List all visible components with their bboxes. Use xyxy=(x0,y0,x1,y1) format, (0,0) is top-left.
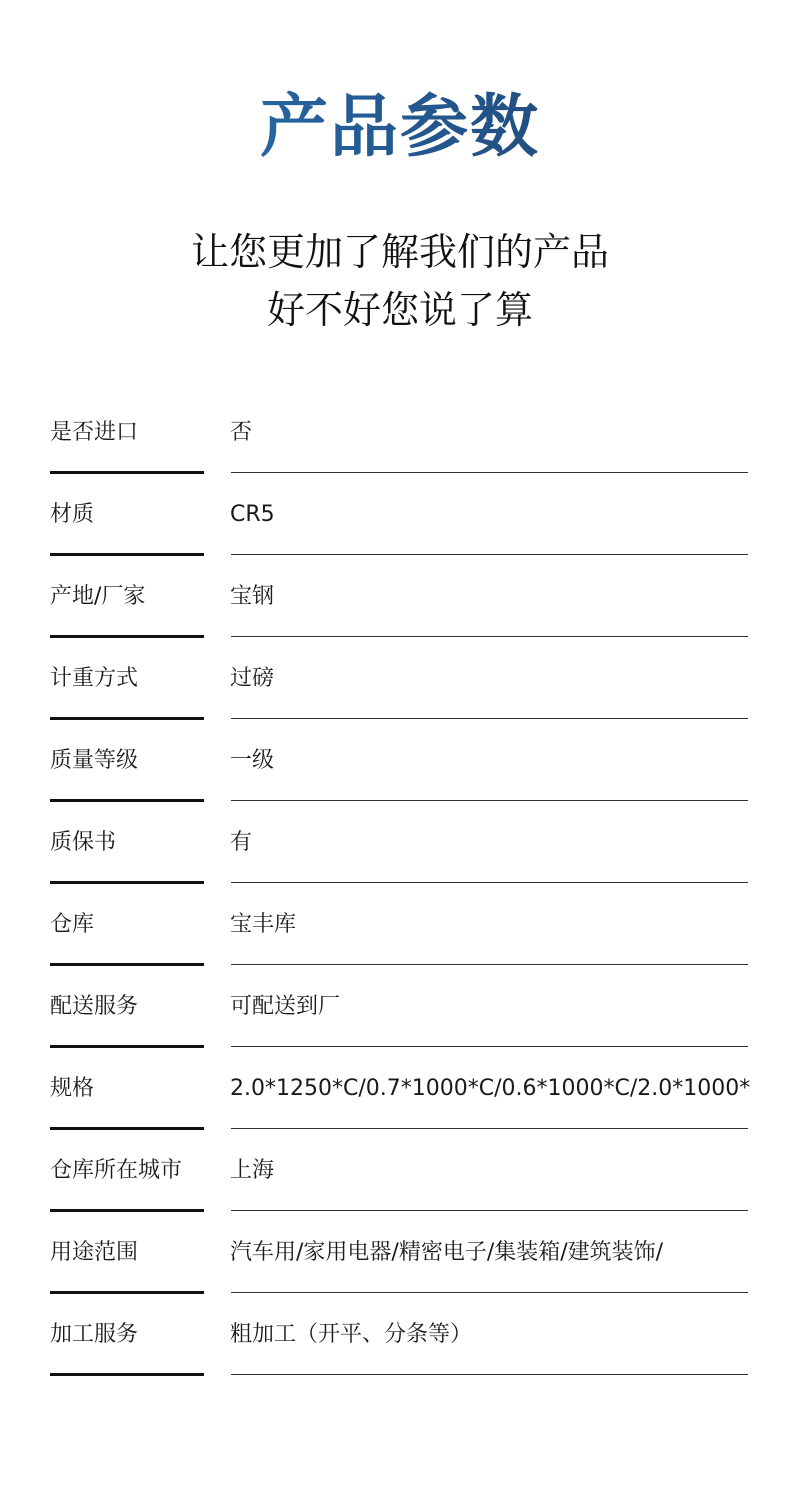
value-divider xyxy=(231,1292,748,1293)
value-divider xyxy=(231,1374,748,1375)
value-divider xyxy=(231,1046,748,1047)
subtitle-line-2: 好不好您说了算 xyxy=(266,288,533,332)
spec-row-import xyxy=(0,392,800,474)
value-divider xyxy=(231,1210,748,1211)
spec-label: 材质 xyxy=(50,502,95,527)
spec-value: 汽车用/家用电器/精密电子/集装箱/建筑装饰/ xyxy=(230,1240,664,1265)
spec-value: 粗加工（开平、分条等） xyxy=(230,1322,473,1347)
spec-row-weighing xyxy=(0,638,800,720)
spec-value: 有 xyxy=(230,830,253,855)
spec-label: 质量等级 xyxy=(50,748,139,773)
page-title: 产品参数 xyxy=(0,88,800,168)
value-divider xyxy=(231,472,748,473)
value-divider xyxy=(231,636,748,637)
spec-row-specification xyxy=(0,1048,800,1130)
value-divider xyxy=(231,554,748,555)
spec-label: 规格 xyxy=(50,1076,95,1101)
spec-row-city xyxy=(0,1130,800,1212)
spec-row-warehouse xyxy=(0,884,800,966)
value-divider xyxy=(231,882,748,883)
spec-value: 2.0*1250*C/0.7*1000*C/0.6*1000*C/2.0*1000* xyxy=(230,1076,750,1101)
spec-row-origin xyxy=(0,556,800,638)
spec-label: 计重方式 xyxy=(50,666,139,691)
spec-value: 否 xyxy=(230,420,253,445)
spec-value: 上海 xyxy=(230,1158,275,1183)
spec-value: CR5 xyxy=(230,502,275,527)
spec-label: 质保书 xyxy=(50,830,117,855)
spec-value: 宝钢 xyxy=(230,584,275,609)
spec-value: 过磅 xyxy=(230,666,275,691)
spec-row-delivery xyxy=(0,966,800,1048)
spec-label: 配送服务 xyxy=(50,994,139,1019)
subtitle-line-1: 让您更加了解我们的产品 xyxy=(190,230,609,274)
label-underline xyxy=(50,1373,204,1376)
spec-label: 是否进口 xyxy=(50,420,139,445)
spec-row-grade xyxy=(0,720,800,802)
spec-value: 一级 xyxy=(230,748,275,773)
spec-value: 可配送到厂 xyxy=(230,994,341,1019)
spec-label: 加工服务 xyxy=(50,1322,139,1347)
spec-row-certificate xyxy=(0,802,800,884)
spec-label: 仓库所在城市 xyxy=(50,1158,183,1183)
spec-row-material xyxy=(0,474,800,556)
spec-table xyxy=(0,392,800,1376)
value-divider xyxy=(231,964,748,965)
spec-label: 用途范围 xyxy=(50,1240,139,1265)
spec-label: 仓库 xyxy=(50,912,95,937)
value-divider xyxy=(231,800,748,801)
spec-label: 产地/厂家 xyxy=(50,584,146,609)
spec-row-processing xyxy=(0,1294,800,1376)
spec-value: 宝丰库 xyxy=(230,912,297,937)
value-divider xyxy=(231,718,748,719)
spec-row-usage xyxy=(0,1212,800,1294)
value-divider xyxy=(231,1128,748,1129)
